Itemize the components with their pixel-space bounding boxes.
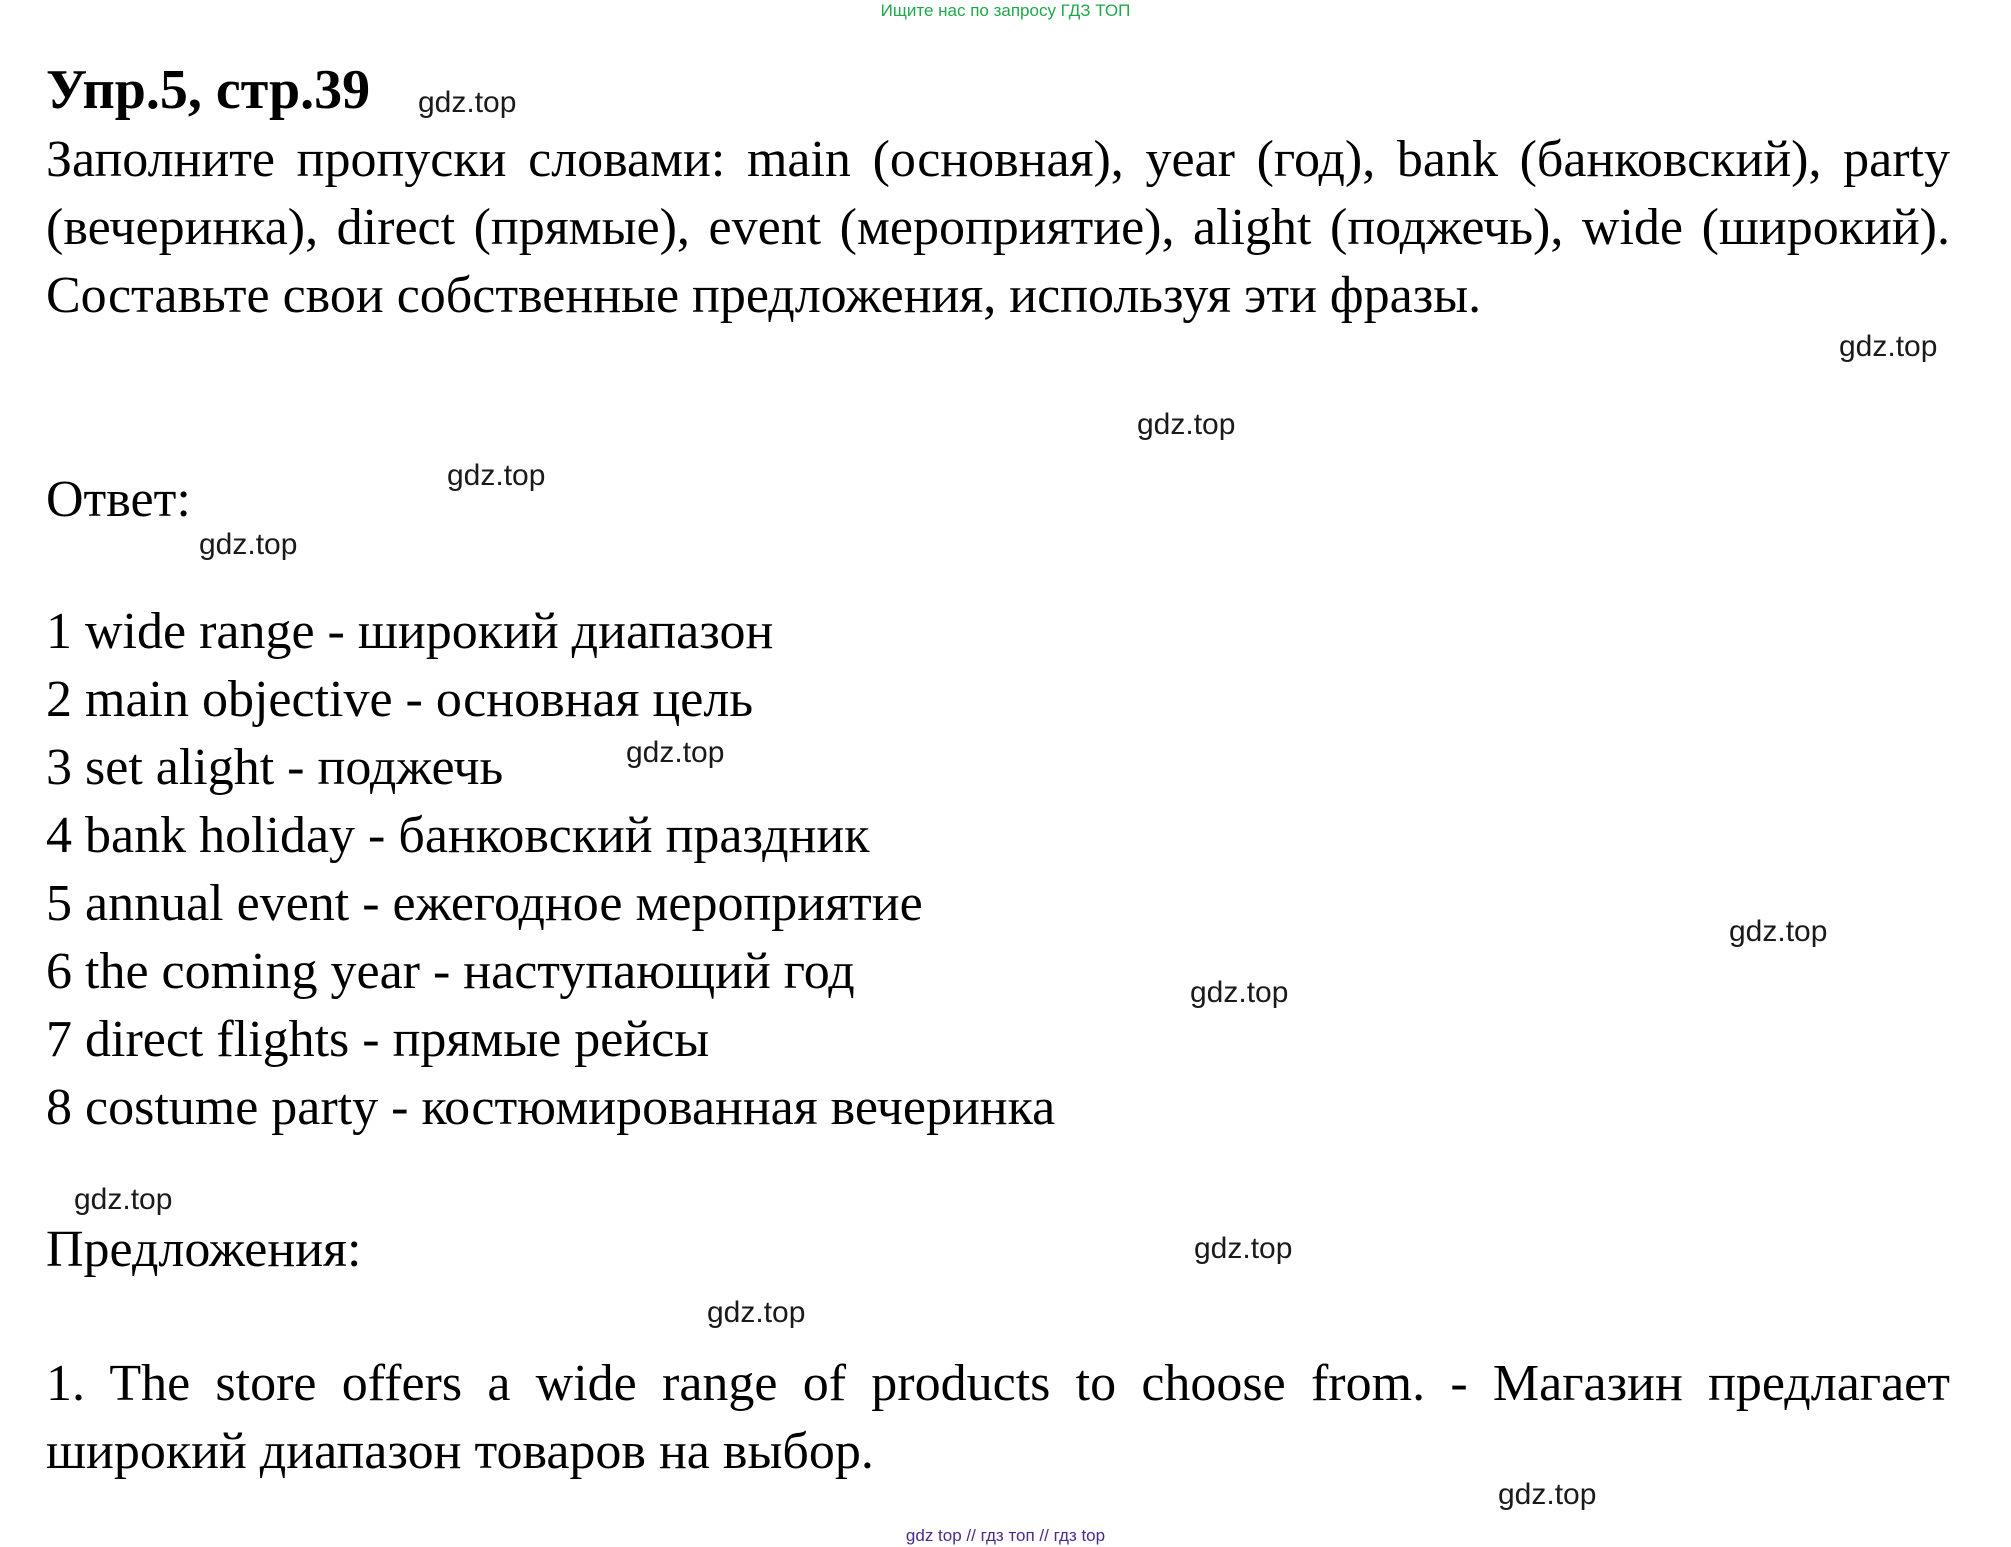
answer-item: 8 costume party - костюмированная вечеринка (46, 1079, 1056, 1136)
watermark: gdz.top (1194, 1232, 1293, 1265)
answer-item: 4 bank holiday - банковский праздник (46, 807, 870, 864)
watermark: gdz.top (1839, 330, 1938, 363)
top-banner: Ищите нас по запросу ГДЗ ТОП (880, 1, 1131, 20)
answer-label: Ответ: (46, 471, 191, 528)
answer-item: 1 wide range - широкий диапазон (46, 603, 774, 660)
answer-item: 3 set alight - поджечь (46, 739, 504, 796)
footer: gdz top // гдз топ // гдз top (905, 1526, 1106, 1545)
watermark: gdz.top (1729, 915, 1828, 948)
watermark: gdz.top (1137, 408, 1236, 441)
watermark: gdz.top (707, 1296, 806, 1329)
exercise-title: Упр.5, стр.39 (46, 59, 371, 121)
watermark: gdz.top (1498, 1478, 1597, 1511)
sentence-1: 1. The store offers a wide range of products to choose from. - Магазин предлагает широкий диапазон товаров на выбор. (46, 1355, 1950, 1480)
watermark: gdz.top (447, 459, 546, 492)
answer-list (46, 598, 1055, 1142)
watermark: gdz.top (199, 528, 298, 561)
sentences-label: Предложения: (46, 1221, 362, 1278)
answer-item: 2 main objective - основная цель (46, 671, 754, 728)
watermark: gdz.top (74, 1183, 173, 1216)
answer-item: 6 the coming year - наступающий год (46, 943, 855, 1000)
answer-item: 7 direct flights - прямые рейсы (46, 1011, 710, 1068)
answer-item: 5 annual event - ежегодное мероприятие (46, 875, 923, 932)
watermark: gdz.top (626, 736, 725, 769)
task-text: Заполните пропуски словами: main (основная), year (год), bank (банковский), party (вечеринка), direct (прямые), event (мероприятие), alight (поджечь), wide (широкий). Составьте свои собственные предложения, используя эти фразы. (46, 131, 1950, 324)
watermark: gdz.top (418, 86, 517, 119)
watermark: gdz.top (1190, 976, 1289, 1009)
